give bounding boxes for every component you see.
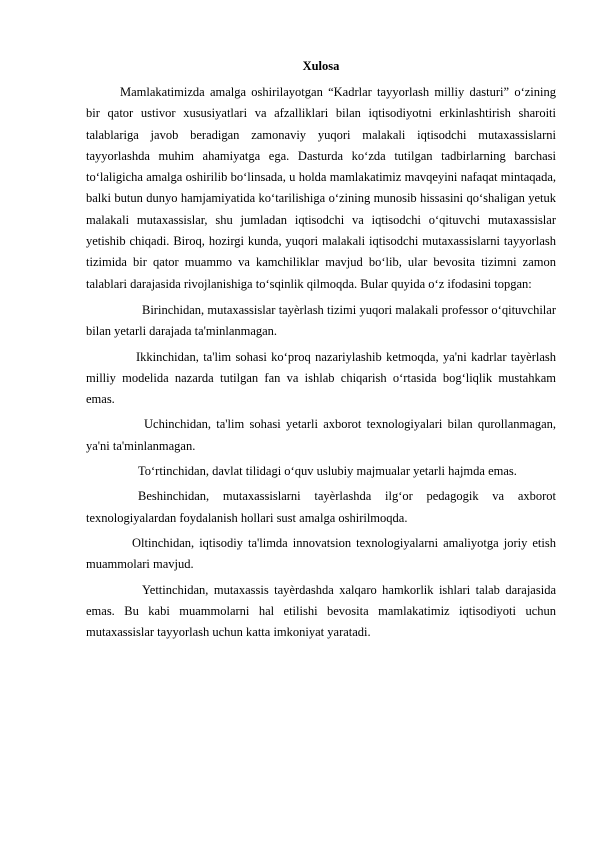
conclusion-item-5: Beshinchidan, mutaxassislarni tayèrlashda ilg‘or pedagogik va axborot texnologiyalardan foydalanish hollari sust amalga oshirilmoqda. xyxy=(86,489,556,525)
conclusion-item-6: Oltinchidan, iqtisodiy ta'limda innovatsion texnologiyalarni amaliyotga joriy etish muammolari mavjud. xyxy=(86,535,556,572)
document-title: Xulosa xyxy=(302,59,340,73)
conclusion-item-4: To‘rtinchidan, davlat tilidagi o‘quv uslubiy majmualar yetarli hajmda emas. xyxy=(138,464,517,479)
conclusion-item-2: Ikkinchidan, ta'lim sohasi ko‘proq nazariylashib ketmoqda, ya'ni kadrlar tayèrlash milliy modelida nazarda tutilgan fan va ishlab chiqarish o‘rtasida bog‘liqlik mustahkam emas. xyxy=(86,349,556,407)
document-page xyxy=(86,56,556,647)
conclusion-item-1: Birinchidan, mutaxassislar tayèrlash tizimi yuqori malakali professor o‘qituvchilar bilan yetarli darajada ta'minlanmagan. xyxy=(86,302,556,339)
conclusion-item-7: Yettinchidan, mutaxassis tayèrdashda xalqaro hamkorlik ishlari talab darajasida emas. Bu kabi muammolarni hal etilishi bevosita mamlakatimiz iqtisodiyoti uchun mutaxassislar tayyorlash uchun katta imkoniyat yaratadi. xyxy=(86,582,556,640)
conclusion-item-3: Uchinchidan, ta'lim sohasi yetarli axborot texnologiyalari bilan qurollanmagan, ya'ni ta'minlanmagan. xyxy=(86,417,556,453)
intro-paragraph: Mamlakatimizda amalga oshirilayotgan “Kadrlar tayyorlash milliy dasturi” o‘zining bir qator ustivor xususiyatlari va afzalliklari bilan iqtisodiyotni erkinlashtirish sharoiti talablariga javob beradigan zamonaviy yuqori malakali iqtisodchi mutaxassislarni tayyorlashda muhim ahamiyatga ega. Dasturda ko‘zda tutilgan tadbirlarning barchasi to‘laligicha amalga oshirilib bo‘linsada, u holda mamlakatimiz mavqeyini nafaqat mintaqada, balki butun dunyo hamjamiyatida ko‘tarilishiga o‘zining munosib hissasini qo‘shaligan yetuk malakali mutaxassislar, shu jumladan iqtisodchi va iqtisodchi o‘qituvchi mutaxassislar yetishib chiqadi. Biroq, hozirgi kunda, yuqori malakali iqtisodchi mutaxassislarni tayyorlash tizimida bir qator muammo va kamchiliklar mavjud bo‘lib, ular bevosita tizimni zamon talablari darajasida rivojlanishiga to‘sqinlik qilmoqda. Bular quyida o‘z ifodasini topgan: xyxy=(86,85,556,291)
